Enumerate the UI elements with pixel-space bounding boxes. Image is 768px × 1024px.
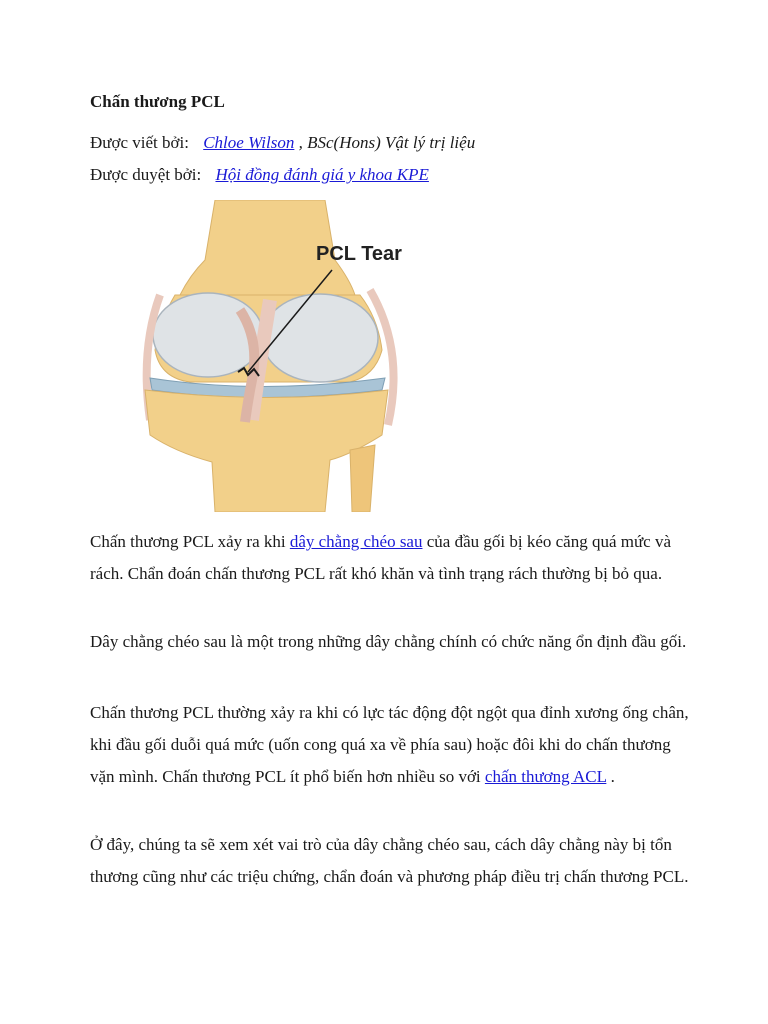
acl-injury-link[interactable]: chấn thương ACL	[484, 767, 607, 786]
author-credentials: , BSc(Hons) Vật lý trị liệu	[298, 133, 476, 152]
reviewer-label: Được duyệt bởi:	[90, 165, 202, 184]
page-title: Chấn thương PCL	[90, 92, 225, 111]
paragraph-3	[90, 697, 690, 793]
paragraph-3-end: .	[606, 767, 615, 786]
author-link[interactable]: Chloe Wilson	[203, 133, 295, 152]
paragraph-4: Ở đây, chúng ta sẽ xem xét vai trò của dây chằng chéo sau, cách dây chằng này bị tổn thương cũng như các triệu chứng, chẩn đoán và phương pháp điều trị chấn thương PCL.	[90, 835, 689, 886]
reviewer-link[interactable]: Hội đồng đánh giá y khoa KPE	[215, 165, 429, 184]
pcl-definition-link[interactable]: dây chằng chéo sau	[289, 532, 423, 551]
fibula-bone	[350, 445, 375, 512]
paragraph-1-start: Chấn thương PCL xảy ra khi	[90, 532, 290, 551]
knee-illustration	[120, 200, 420, 512]
knee-svg	[120, 200, 420, 512]
tear-label: PCL Tear	[316, 243, 402, 265]
paragraph-2: Dây chằng chéo sau là một trong những dây chằng chính có chức năng ổn định đầu gối.	[90, 632, 687, 651]
paragraph-1	[90, 526, 690, 590]
author-label: Được viết bởi:	[90, 133, 189, 152]
paragraph-1-end: của đầu gối bị kéo căng quá mức và rách. Chẩn đoán chấn thương PCL rất khó khăn và tình trạng rách thường bị bỏ qua.	[90, 532, 672, 583]
author-line	[90, 133, 475, 153]
paragraph-3-start: Chấn thương PCL thường xảy ra khi có lực tác động đột ngột qua đỉnh xương ống chân, khi đầu gối duỗi quá mức (uốn cong quá xa về phía sau) hoặc đôi khi do chấn thương vặn mình. Chấn thương PCL ít phổ biến hơn nhiều so với	[90, 703, 689, 786]
reviewer-line	[90, 165, 429, 185]
cartilage-right	[262, 294, 378, 382]
